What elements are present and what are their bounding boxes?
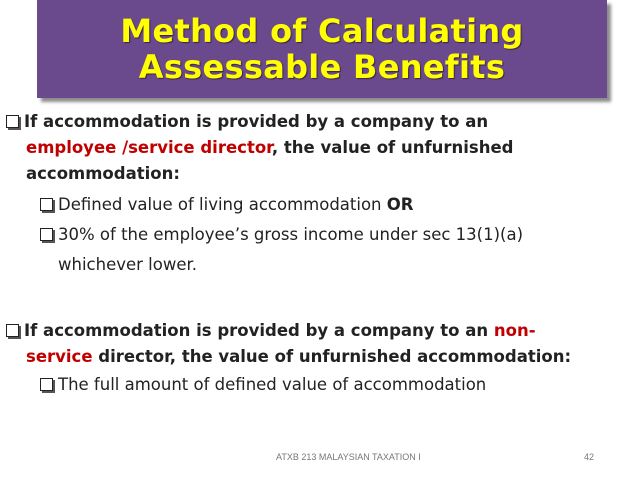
slide-title-box bbox=[37, 0, 607, 98]
footer-page-number: 42 bbox=[584, 452, 595, 462]
checkbox-bullet-icon bbox=[40, 198, 53, 211]
sub-bullet-3: The full amount of defined value of accommodation bbox=[40, 375, 486, 394]
bullet-1-line-3: accommodation: bbox=[26, 164, 180, 183]
checkbox-bullet-icon bbox=[40, 228, 53, 241]
highlight-non-service: non- bbox=[493, 321, 536, 340]
footer-course: ATXB 213 MALAYSIAN TAXATION I bbox=[276, 452, 421, 462]
highlight-service: service bbox=[26, 347, 93, 366]
bullet-2-line-1: If accommodation is provided by a company to an non- bbox=[6, 321, 536, 340]
slide-title-line-2: Assessable Benefits bbox=[138, 48, 506, 86]
checkbox-bullet-icon bbox=[40, 378, 53, 391]
checkbox-bullet-icon bbox=[6, 324, 19, 337]
sub-bullet-2: 30% of the employee’s gross income under sec 13(1)(a) bbox=[40, 225, 523, 244]
slide-title-line-1: Method of Calculating bbox=[120, 12, 524, 50]
highlight-employee-service-director: employee /service director bbox=[26, 138, 272, 157]
checkbox-bullet-icon bbox=[6, 115, 19, 128]
sub-bullet-1: Defined value of living accommodation OR bbox=[40, 195, 414, 214]
bullet-1-line-1: If accommodation is provided by a company to an bbox=[6, 112, 488, 131]
bullet-2-line-2: service director, the value of unfurnished accommodation: bbox=[26, 347, 572, 366]
sub-bullet-2-continuation: whichever lower. bbox=[58, 255, 198, 274]
bullet-1-line-2: employee /service director, the value of unfurnished bbox=[26, 138, 514, 157]
